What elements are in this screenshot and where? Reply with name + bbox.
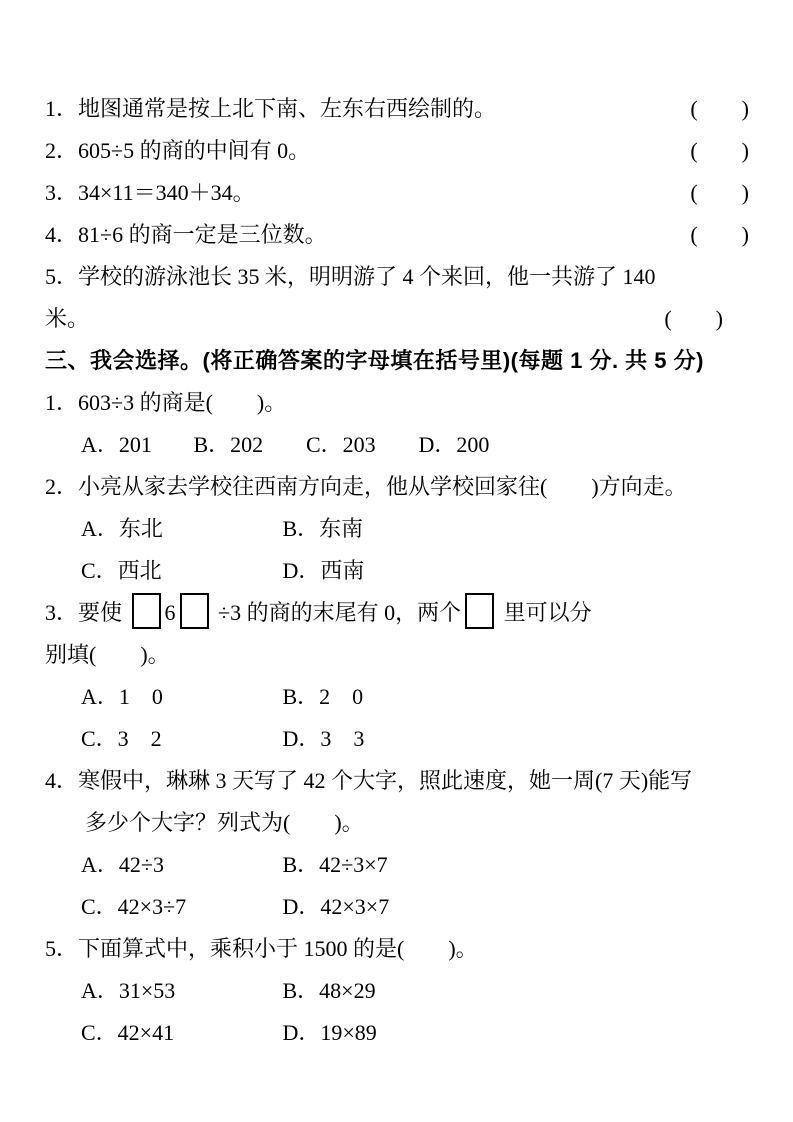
option-d: D．200	[418, 432, 490, 457]
option-a: A．东北	[81, 516, 163, 541]
option-c: C．42×41	[81, 1020, 175, 1045]
option-b: B．48×29	[282, 978, 376, 1003]
choice-q1-text: 1．603÷3 的商是( )。	[45, 390, 287, 415]
option-a: A．1 0	[81, 684, 163, 709]
option-d: D．3 3	[282, 726, 365, 751]
option-b: B．东南	[282, 516, 364, 541]
answer-box	[180, 593, 209, 629]
option-d: D．42×3×7	[282, 894, 390, 919]
choice-q1-options	[45, 424, 749, 466]
choice-q2-text: 2．小亮从家去学校往西南方向走，他从学校回家往( )方向走。	[45, 474, 687, 499]
answer-bracket: ( )	[690, 138, 749, 163]
judgement-item-text: 4．81÷6 的商一定是三位数。	[45, 222, 327, 247]
choice-q4-line1: 4．寒假中，琳琳 3 天写了 42 个大字，照此速度，她一周(7 天)能写	[45, 768, 693, 793]
answer-bracket: ( )	[664, 306, 723, 331]
option-c: C．203	[306, 432, 376, 457]
choice-q5-text: 5．下面算式中，乘积小于 1500 的是( )。	[45, 936, 478, 961]
judgement-item-text: 3．34×11＝340＋34。	[45, 180, 255, 205]
option-b: B．42÷3×7	[282, 852, 388, 877]
choice-q4-options-row2	[45, 886, 749, 928]
choice-section-header: 三、我会选择。(将正确答案的字母填在括号里)(每题 1 分. 共 5 分)	[45, 348, 704, 373]
judgement-item-text: 2．605÷5 的商的中间有 0。	[45, 138, 311, 163]
choice-q3-options-row2	[45, 718, 749, 760]
page-content	[45, 88, 749, 1054]
option-c: C．3 2	[81, 726, 162, 751]
choice-q4-line2: 多少个大字？列式为( )。	[85, 810, 364, 835]
judgement-item-5-line1	[45, 256, 749, 298]
answer-box	[465, 593, 494, 629]
choice-q3-line2: 别填( )。	[45, 642, 170, 667]
choice-q3-line1: 3．要使 6 ÷3 的商的末尾有 0，两个 里可以分	[45, 592, 749, 634]
option-d: D．西南	[282, 558, 365, 583]
option-a: A．201	[81, 432, 152, 457]
answer-bracket: ( )	[690, 180, 749, 205]
choice-q3-options-row1	[45, 676, 749, 718]
choice-q2-options-row1	[45, 508, 749, 550]
judgement-item-5-line2	[45, 298, 749, 340]
option-d: D．19×89	[282, 1020, 377, 1045]
option-b: B．202	[193, 432, 264, 457]
option-a: A．42÷3	[81, 852, 164, 877]
answer-box	[132, 593, 161, 629]
choice-q2-options-row2	[45, 550, 749, 592]
judgement-item-text: 米。	[45, 306, 90, 331]
answer-bracket: ( )	[690, 96, 749, 121]
judgement-item-text: 5．学校的游泳池长 35 米，明明游了 4 个来回，他一共游了 140	[45, 264, 656, 289]
option-c: C．西北	[81, 558, 162, 583]
choice-q5-options-row2	[45, 1012, 749, 1054]
judgement-item-3	[45, 172, 749, 214]
judgement-item-2	[45, 130, 749, 172]
option-a: A．31×53	[81, 978, 176, 1003]
judgement-item-1	[45, 88, 749, 130]
option-c: C．42×3÷7	[81, 894, 187, 919]
judgement-item-text: 1．地图通常是按上北下南、左东右西绘制的。	[45, 96, 497, 121]
judgement-item-4	[45, 214, 749, 256]
choice-q5-options-row1	[45, 970, 749, 1012]
option-b: B．2 0	[282, 684, 364, 709]
choice-q4-options-row1	[45, 844, 749, 886]
answer-bracket: ( )	[690, 222, 749, 247]
